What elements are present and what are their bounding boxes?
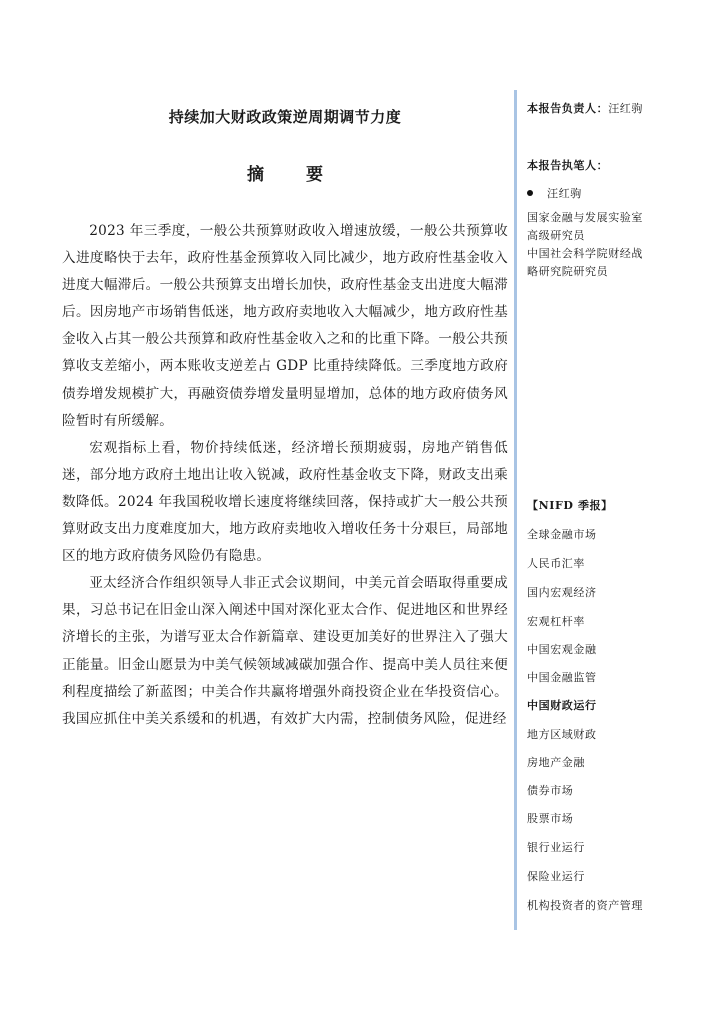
abstract-paragraph-2: 宏观指标上看，物价持续低迷，经济增长预期疲弱，房地产销售低迷，部分地方政府土地出让收入锐减，政府性基金收支下降，财政支出乘数降低。2024 年我国税收增长速度将继续回落，保持或扩大一般公共预算财政支出力度难度加大，地方政府卖地收入增收任务十分艰巨，局部地区的地方政府债务风险仍有隐患。 [62,439,508,565]
nifd-item[interactable]: 全球金融市场 [527,528,597,541]
nifd-item[interactable]: 银行业运行 [527,841,585,854]
nifd-item[interactable]: 地方区域财政 [527,728,597,741]
nifd-item[interactable]: 房地产金融 [527,756,585,769]
nifd-item-active[interactable]: 中国财政运行 [527,699,597,712]
abstract-heading: 摘 要 [247,165,341,185]
nifd-item[interactable]: 保险业运行 [527,870,585,883]
authors-label: 本报告执笔人： [527,159,609,172]
responsible-label: 本报告负责人： [527,102,609,115]
nifd-label: 【NIFD 季报】 [527,499,613,512]
nifd-item[interactable]: 股票市场 [527,812,574,825]
nifd-item[interactable]: 人民币汇率 [527,557,585,570]
abstract-paragraph-3: 亚太经济合作组织领导人非正式会议期间，中美元首会晤取得重要成果，习总书记在旧金山深入阐述中国对深化亚太合作、促进地区和世界经济增长的主张，为谱写亚太合作新篇章、建设更加美好的世界注入了强大正能量。旧金山愿景为中美气候领域减碳加强合作、提高中美人员往来便利程度描绘了新蓝图；中美合作共赢将增强外商投资企业在华投资信心。我国应抓住中美关系缓和的机遇，有效扩大内需，控制债务风险，促进经 [62,575,508,727]
responsible-name: 汪红驹 [608,102,644,115]
nifd-item[interactable]: 中国宏观金融 [527,643,597,656]
author-name: 汪红驹 [547,187,582,200]
nifd-item[interactable]: 机构投资者的资产管理 [527,899,643,912]
abstract-body [62,218,508,733]
sidebar-divider [514,90,517,930]
affiliation-line: 国家金融与发展实验室 [527,211,643,224]
nifd-item[interactable]: 国内宏观经济 [527,586,597,599]
affiliation-line: 中国社会科学院财经战 [527,247,643,260]
nifd-item[interactable]: 债券市场 [527,784,574,797]
affiliation-line: 高级研究员 [527,229,585,242]
responsible-line [527,100,643,116]
nifd-item[interactable]: 中国金融监管 [527,671,597,684]
bullet-icon [527,190,533,196]
report-title: 持续加大财政政策逆周期调节力度 [168,108,402,126]
abstract-paragraph-1: 2023 年三季度，一般公共预算财政收入增速放缓，一般公共预算收入进度略快于去年，政府性基金预算收入同比减少，地方政府性基金收入进度大幅滞后。一般公共预算支出增长加快，政府性基金支出进度大幅滞后。因房地产市场销售低迷，地方政府卖地收入大幅减少，地方政府性基金收入占其一般公共预算和政府性基金收入之和的比重下降。一般公共预算收支差缩小，两本账收支逆差占 GDP 比重持续降低。三季度地方政府债券增发规模扩大，再融资债券增发量明显增加，总体的地方政府债务风险暂时有所缓解。 [62,223,508,429]
nifd-item[interactable]: 宏观杠杆率 [527,615,585,628]
affiliation-line: 略研究院研究员 [527,265,609,278]
author-entry [527,185,582,201]
